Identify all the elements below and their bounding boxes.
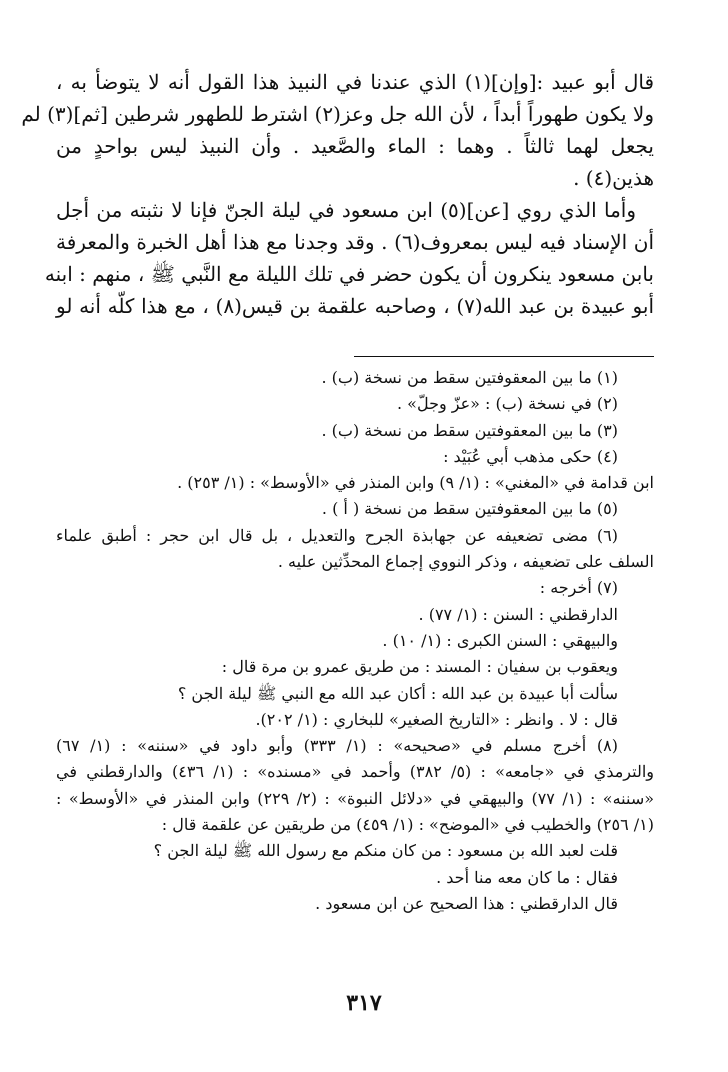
footnote-line: فقال : ما كان معه منا أحد .	[436, 867, 618, 887]
footnote-line: ويعقوب بن سفيان : المسند : من طريق عمرو بن مرة قال :	[221, 657, 618, 677]
footnote-line: والترمذي في «جامعه» : (٥/ ٣٨٢) وأحمد في «مسنده» : (١/ ٤٣٦) والدارقطني في	[56, 762, 654, 782]
footnote-line: (٣) ما بين المعقوفتين سقط من نسخة (ب) .	[321, 420, 618, 440]
main-text-line: يجعل لهما ثالثاً . وهما : الماء والصَّعيد . وأن النبيذ ليس بواحدٍ من	[56, 134, 654, 158]
footnote-line: (٤) حكى مذهب أبي عُبَيْد :	[443, 446, 618, 466]
footnote-line: الدارقطني : السنن : (١/ ٧٧) .	[418, 604, 618, 624]
main-text-line: وأما الذي روي [عن](٥) ابن مسعود في ليلة الجنّ فإنا لا نثبته من أجل	[56, 198, 636, 222]
footnote-line: والبيهقي : السنن الكبرى : (١/ ١٠) .	[382, 630, 618, 650]
main-text-line: أبو عبيدة بن عبد الله(٧) ، وصاحبه علقمة بن قيس(٨) ، مع هذا كلّه أنه لو	[56, 294, 655, 318]
footnote-line: (١/ ٢٥٦) والخطيب في «الموضح» : (١/ ٤٥٩) من طريقين عن علقمة قال :	[161, 815, 654, 835]
footnote-line: ابن قدامة في «المغني» : (١/ ٩) وابن المنذر في «الأوسط» : (١/ ٢٥٣) .	[177, 473, 654, 493]
footnote-divider	[354, 356, 654, 357]
footnote-line: (٧) أخرجه :	[539, 578, 618, 598]
footnote-line: السلف على تضعيفه ، وذكر النووي إجماع المحدِّثين عليه .	[277, 552, 654, 572]
footnote-line: (٢) في نسخة (ب) : «عزّ وجلّ» .	[396, 394, 618, 414]
footnote-line: (١) ما بين المعقوفتين سقط من نسخة (ب) .	[321, 368, 618, 387]
footnote-line: (٦) مضى تضعيفه عن جهابذة الجرح والتعديل ، بل قال ابن حجر : أطبق علماء	[56, 525, 618, 545]
main-text-line: هذين(٤) .	[573, 166, 654, 190]
footnote-line: قال الدارقطني : هذا الصحيح عن ابن مسعود .	[315, 893, 618, 913]
main-text-block	[21, 66, 655, 322]
page-number: ٣١٧	[346, 990, 382, 1016]
footnotes-block	[56, 365, 654, 917]
main-text-line: قال أبو عبيد :[وإن](١) الذي عندنا في النبيذ هذا القول أنه لا يتوضأ به ،	[56, 70, 654, 94]
footnote-line: قال : لا . وانظر : «التاريخ الصغير» للبخاري : (١/ ٢٠٢).	[255, 709, 618, 729]
footnote-line: «سننه» : (١/ ٧٧) والبيهقي في «دلائل النبوة» : (٢/ ٢٢٩) وابن المنذر في «الأوسط» :	[56, 788, 655, 808]
footnote-line: (٥) ما بين المعقوفتين سقط من نسخة ( أ ) .	[321, 499, 618, 519]
main-text-line: أن الإسناد فيه ليس بمعروف(٦) . وقد وجدنا مع هذا أهل الخبرة والمعرفة	[56, 230, 654, 254]
footnote-line: قلت لعبد الله بن مسعود : من كان منكم مع رسول الله ﷺ ليلة الجن ؟	[153, 841, 618, 861]
footnote-line: سألت أبا عبيدة بن عبد الله : أكان عبد الله مع النبي ﷺ ليلة الجن ؟	[177, 683, 618, 703]
main-text-line: بابن مسعود ينكرون أن يكون حضر في تلك الليلة مع النَّبي ﷺ ، منهم : ابنه	[44, 262, 654, 286]
main-text-line: ولا يكون طهوراً أبداً ، لأن الله جل وعز(٢) اشترط للطهور شرطين [ثم](٣) لم	[21, 102, 654, 126]
footnote-line: (٨) أخرج مسلم في «صحيحه» : (١/ ٣٣٣) وأبو داود في «سننه» : (١/ ٦٧)	[56, 736, 618, 756]
